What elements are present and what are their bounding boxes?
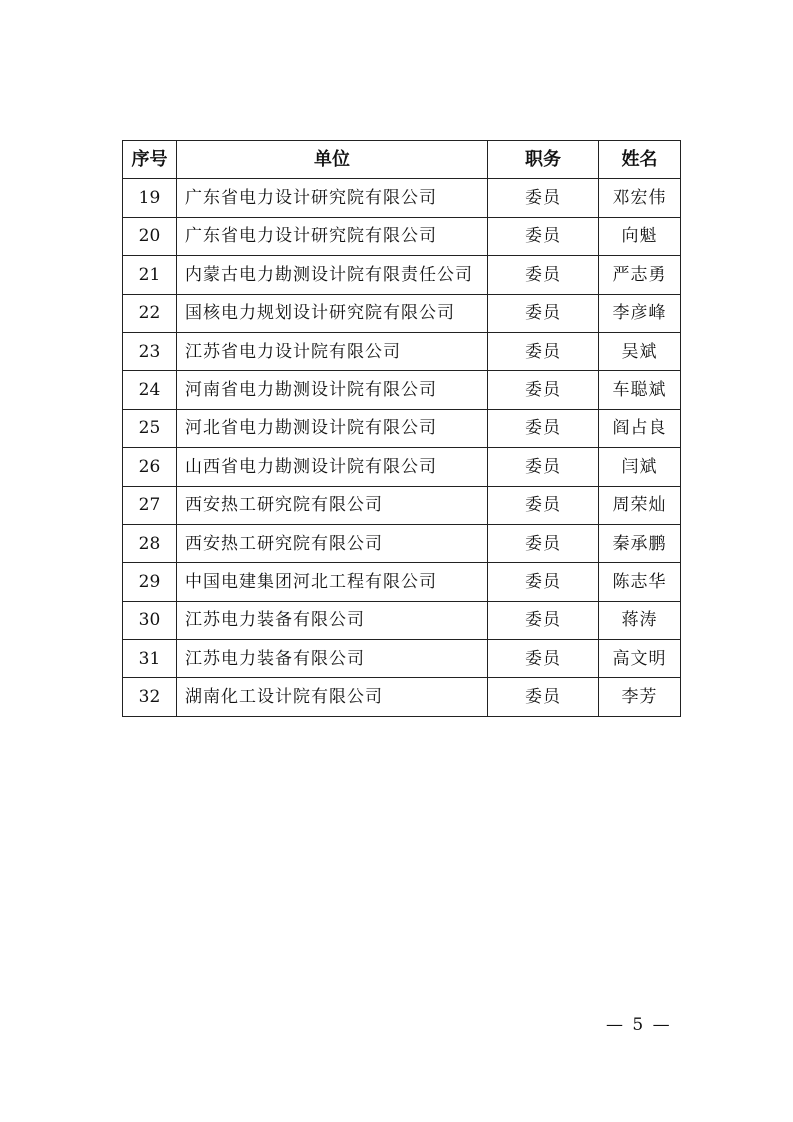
unit-cell: 江苏电力装备有限公司 (177, 640, 488, 678)
member-table (122, 140, 681, 717)
unit-cell: 国核电力规划设计研究院有限公司 (177, 294, 488, 332)
table-header (123, 141, 681, 179)
table-body (123, 179, 681, 716)
table-row (123, 524, 681, 562)
unit-cell: 中国电建集团河北工程有限公司 (177, 563, 488, 601)
table-row (123, 601, 681, 639)
unit-cell: 广东省电力设计研究院有限公司 (177, 217, 488, 255)
seq-cell: 20 (123, 217, 177, 255)
name-cell: 车聪斌 (599, 371, 681, 409)
role-cell: 委员 (488, 678, 599, 716)
name-cell: 高文明 (599, 640, 681, 678)
role-cell: 委员 (488, 256, 599, 294)
table-row (123, 332, 681, 370)
seq-cell: 31 (123, 640, 177, 678)
role-cell: 委员 (488, 601, 599, 639)
name-cell: 邓宏伟 (599, 179, 681, 217)
unit-cell: 内蒙古电力勘测设计院有限责任公司 (177, 256, 488, 294)
role-cell: 委员 (488, 563, 599, 601)
name-cell: 李芳 (599, 678, 681, 716)
unit-cell: 西安热工研究院有限公司 (177, 524, 488, 562)
seq-cell: 27 (123, 486, 177, 524)
name-cell: 蒋涛 (599, 601, 681, 639)
role-cell: 委员 (488, 486, 599, 524)
unit-cell: 湖南化工设计院有限公司 (177, 678, 488, 716)
header-row (123, 141, 681, 179)
table-row (123, 563, 681, 601)
seq-cell: 32 (123, 678, 177, 716)
name-cell: 向魁 (599, 217, 681, 255)
table-row (123, 409, 681, 447)
unit-cell: 山西省电力勘测设计院有限公司 (177, 448, 488, 486)
unit-cell: 河北省电力勘测设计院有限公司 (177, 409, 488, 447)
role-cell: 委员 (488, 640, 599, 678)
table-row (123, 678, 681, 716)
table-row (123, 217, 681, 255)
role-cell: 委员 (488, 371, 599, 409)
seq-cell: 28 (123, 524, 177, 562)
role-cell: 委员 (488, 409, 599, 447)
name-cell: 吴斌 (599, 332, 681, 370)
role-cell: 委员 (488, 179, 599, 217)
seq-cell: 22 (123, 294, 177, 332)
unit-cell: 江苏省电力设计院有限公司 (177, 332, 488, 370)
table-row (123, 256, 681, 294)
role-cell: 委员 (488, 524, 599, 562)
table-row (123, 486, 681, 524)
name-cell: 周荣灿 (599, 486, 681, 524)
role-cell: 委员 (488, 448, 599, 486)
seq-cell: 26 (123, 448, 177, 486)
name-cell: 闫斌 (599, 448, 681, 486)
seq-cell: 21 (123, 256, 177, 294)
table-row (123, 448, 681, 486)
header-seq: 序号 (123, 141, 177, 179)
seq-cell: 30 (123, 601, 177, 639)
name-cell: 李彦峰 (599, 294, 681, 332)
table-row (123, 371, 681, 409)
header-unit: 单位 (177, 141, 488, 179)
seq-cell: 24 (123, 371, 177, 409)
seq-cell: 19 (123, 179, 177, 217)
unit-cell: 河南省电力勘测设计院有限公司 (177, 371, 488, 409)
name-cell: 严志勇 (599, 256, 681, 294)
name-cell: 秦承鹏 (599, 524, 681, 562)
header-role: 职务 (488, 141, 599, 179)
table-row (123, 640, 681, 678)
page-number: — 5 — (606, 1015, 672, 1035)
unit-cell: 广东省电力设计研究院有限公司 (177, 179, 488, 217)
seq-cell: 25 (123, 409, 177, 447)
unit-cell: 江苏电力装备有限公司 (177, 601, 488, 639)
name-cell: 陈志华 (599, 563, 681, 601)
unit-cell: 西安热工研究院有限公司 (177, 486, 488, 524)
table-row (123, 294, 681, 332)
role-cell: 委员 (488, 332, 599, 370)
table-row (123, 179, 681, 217)
seq-cell: 23 (123, 332, 177, 370)
name-cell: 阎占良 (599, 409, 681, 447)
role-cell: 委员 (488, 217, 599, 255)
seq-cell: 29 (123, 563, 177, 601)
header-name: 姓名 (599, 141, 681, 179)
role-cell: 委员 (488, 294, 599, 332)
